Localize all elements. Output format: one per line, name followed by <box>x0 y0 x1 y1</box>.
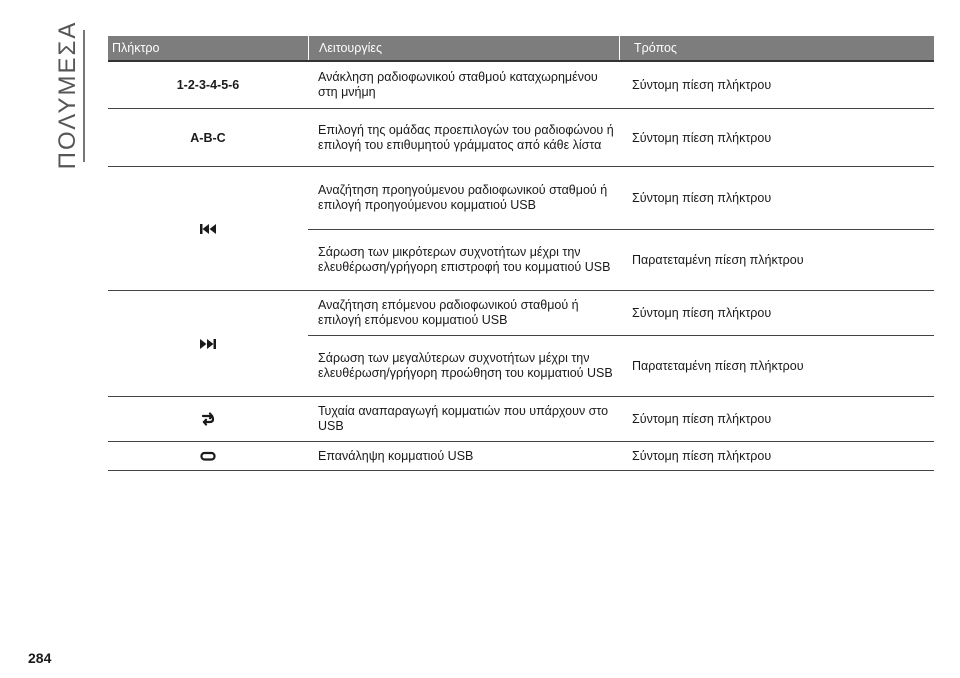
function-text: Ανάκληση ραδιοφωνικού σταθμού καταχωρημένου στη μνήμη <box>318 70 598 99</box>
skip-previous-icon <box>200 224 216 234</box>
function-row <box>308 335 934 396</box>
section-title-text: ΠΟΛΥΜΕΣΑ <box>54 20 81 170</box>
controls-table <box>108 36 934 471</box>
header-function: Λειτουργίες <box>308 36 619 60</box>
mode-text: Παρατεταμένη πίεση πλήκτρου <box>632 253 804 267</box>
table-header <box>108 36 934 62</box>
table-row <box>108 442 934 471</box>
function-text: Σάρωση των μεγαλύτερων συχνοτήτων μέχρι την ελευθέρωση/γρήγορη προώθηση του κομματιού USB <box>318 351 613 380</box>
function-row <box>308 291 934 335</box>
key-cell <box>108 62 308 108</box>
mode-text: Σύντομη πίεση πλήκτρου <box>632 412 772 426</box>
function-text: Επανάληψη κομματιού USB <box>318 448 474 463</box>
key-cell <box>108 442 308 470</box>
function-text: Σάρωση των μικρότερων συχνοτήτων μέχρι την ελευθέρωση/γρήγορη επιστροφή του κομματιού USB <box>318 245 611 274</box>
shuffle-icon <box>201 412 215 426</box>
function-row <box>308 167 934 229</box>
page-number: 284 <box>28 650 52 666</box>
header-key: Πλήκτρο <box>112 41 160 55</box>
mode-text: Σύντομη πίεση πλήκτρου <box>632 130 772 145</box>
mode-text: Σύντομη πίεση πλήκτρου <box>632 306 772 320</box>
key-label-preset-numbers: 1-2-3-4-5-6 <box>176 78 240 92</box>
key-cell <box>108 291 308 396</box>
function-row <box>308 109 934 166</box>
function-text: Αναζήτηση προηγούμενου ραδιοφωνικού σταθμού ή επιλογή προηγούμενου κομματιού USB <box>318 183 608 212</box>
key-cell <box>108 167 308 290</box>
function-row <box>308 62 934 108</box>
function-row <box>308 397 934 441</box>
function-text: Επιλογή της ομάδας προεπιλογών του ραδιοφώνου ή επιλογή του επιθυμητού γράμματος από κάθε λίστα <box>318 122 614 152</box>
key-cell <box>108 109 308 166</box>
repeat-icon <box>200 451 216 461</box>
function-row <box>308 229 934 290</box>
function-text: Αναζήτηση επόμενου ραδιοφωνικού σταθμού ή επιλογή επόμενου κομματιού USB <box>318 298 579 327</box>
table-row <box>108 167 934 291</box>
table-row <box>108 109 934 167</box>
mode-text: Σύντομη πίεση πλήκτρου <box>632 449 772 463</box>
section-rule <box>83 30 85 162</box>
section-title <box>48 20 88 170</box>
header-mode: Τρόπος <box>619 36 934 60</box>
table-row <box>108 291 934 397</box>
function-row <box>308 442 934 470</box>
key-cell <box>108 397 308 441</box>
mode-text: Σύντομη πίεση πλήκτρου <box>632 78 772 92</box>
table-row <box>108 397 934 442</box>
mode-text: Παρατεταμένη πίεση πλήκτρου <box>632 359 804 373</box>
table-row <box>108 62 934 109</box>
key-label-letters: A-B-C <box>190 130 226 145</box>
skip-next-icon <box>200 339 216 349</box>
function-text: Τυχαία αναπαραγωγή κομματιών που υπάρχουν στο USB <box>318 404 609 433</box>
mode-text: Σύντομη πίεση πλήκτρου <box>632 191 772 205</box>
